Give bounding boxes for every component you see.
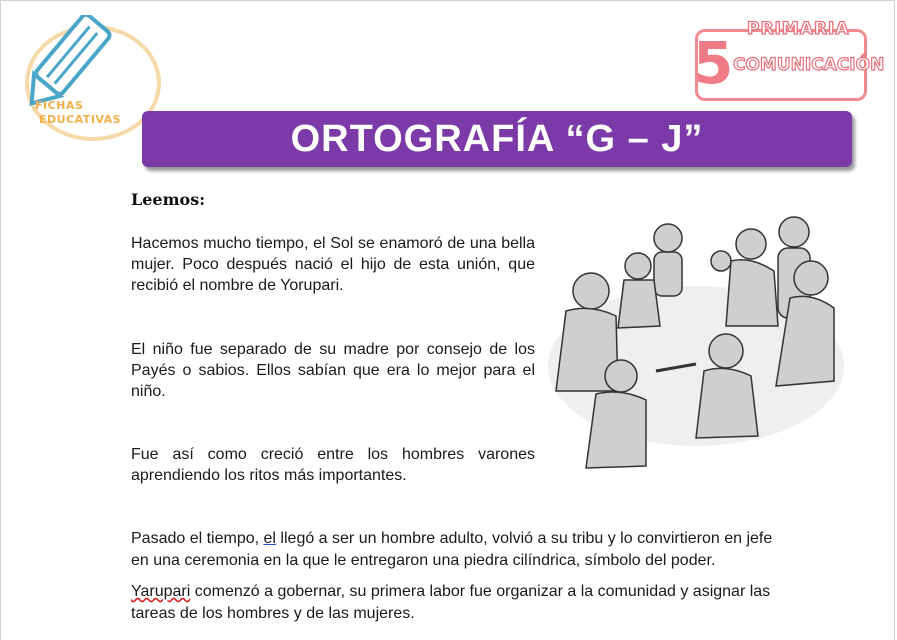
paragraph-5 [131, 581, 781, 625]
fichas-educativas-logo [13, 15, 163, 145]
logo-line-1: FICHAS [35, 99, 84, 112]
paragraph-1: Hacemos mucho tiempo, el Sol se enamoró de una bella mujer. Poco después nació el hijo de esta unión, que recibió el nombre de Yorupari. [131, 235, 535, 294]
spellcheck-word: Yarupari [131, 583, 191, 600]
grade-number: 5 [693, 29, 734, 97]
logo-line-2: EDUCATIVAS [39, 113, 122, 126]
paragraph-4-end: llegó a ser un hombre adulto, volvió a su tribu y lo convirtieron en jefe en una ceremonia en la que le entregaron una piedra cilíndrica, símbolo del poder. [131, 530, 773, 569]
level-label: PRIMARIA [747, 19, 850, 39]
paragraph-2: El niño fue separado de su madre por consejo de los Payés o sabios. Ellos sabían que era lo mejor para el niño. [131, 341, 535, 400]
illustration-people-circle [546, 216, 846, 491]
grade-subject-logo [691, 19, 885, 105]
paragraph-5-end: comenzó a gobernar, su primera labor fue organizar a la comunidad y asignar las tareas de los hombres y de las mujeres. [131, 583, 771, 622]
paragraph-4-start: Pasado el tiempo, [131, 530, 264, 547]
underlined-word: el [263, 530, 276, 547]
page-title: ORTOGRAFÍA “G – J” [290, 117, 704, 160]
title-banner [142, 111, 852, 167]
paragraph-3: Fue así como creció entre los hombres varones aprendiendo los ritos más importantes. [131, 446, 535, 484]
paragraph-4 [131, 528, 781, 572]
section-heading: Leemos: [131, 190, 206, 209]
subject-label: COMUNICACIÓN [733, 55, 885, 75]
